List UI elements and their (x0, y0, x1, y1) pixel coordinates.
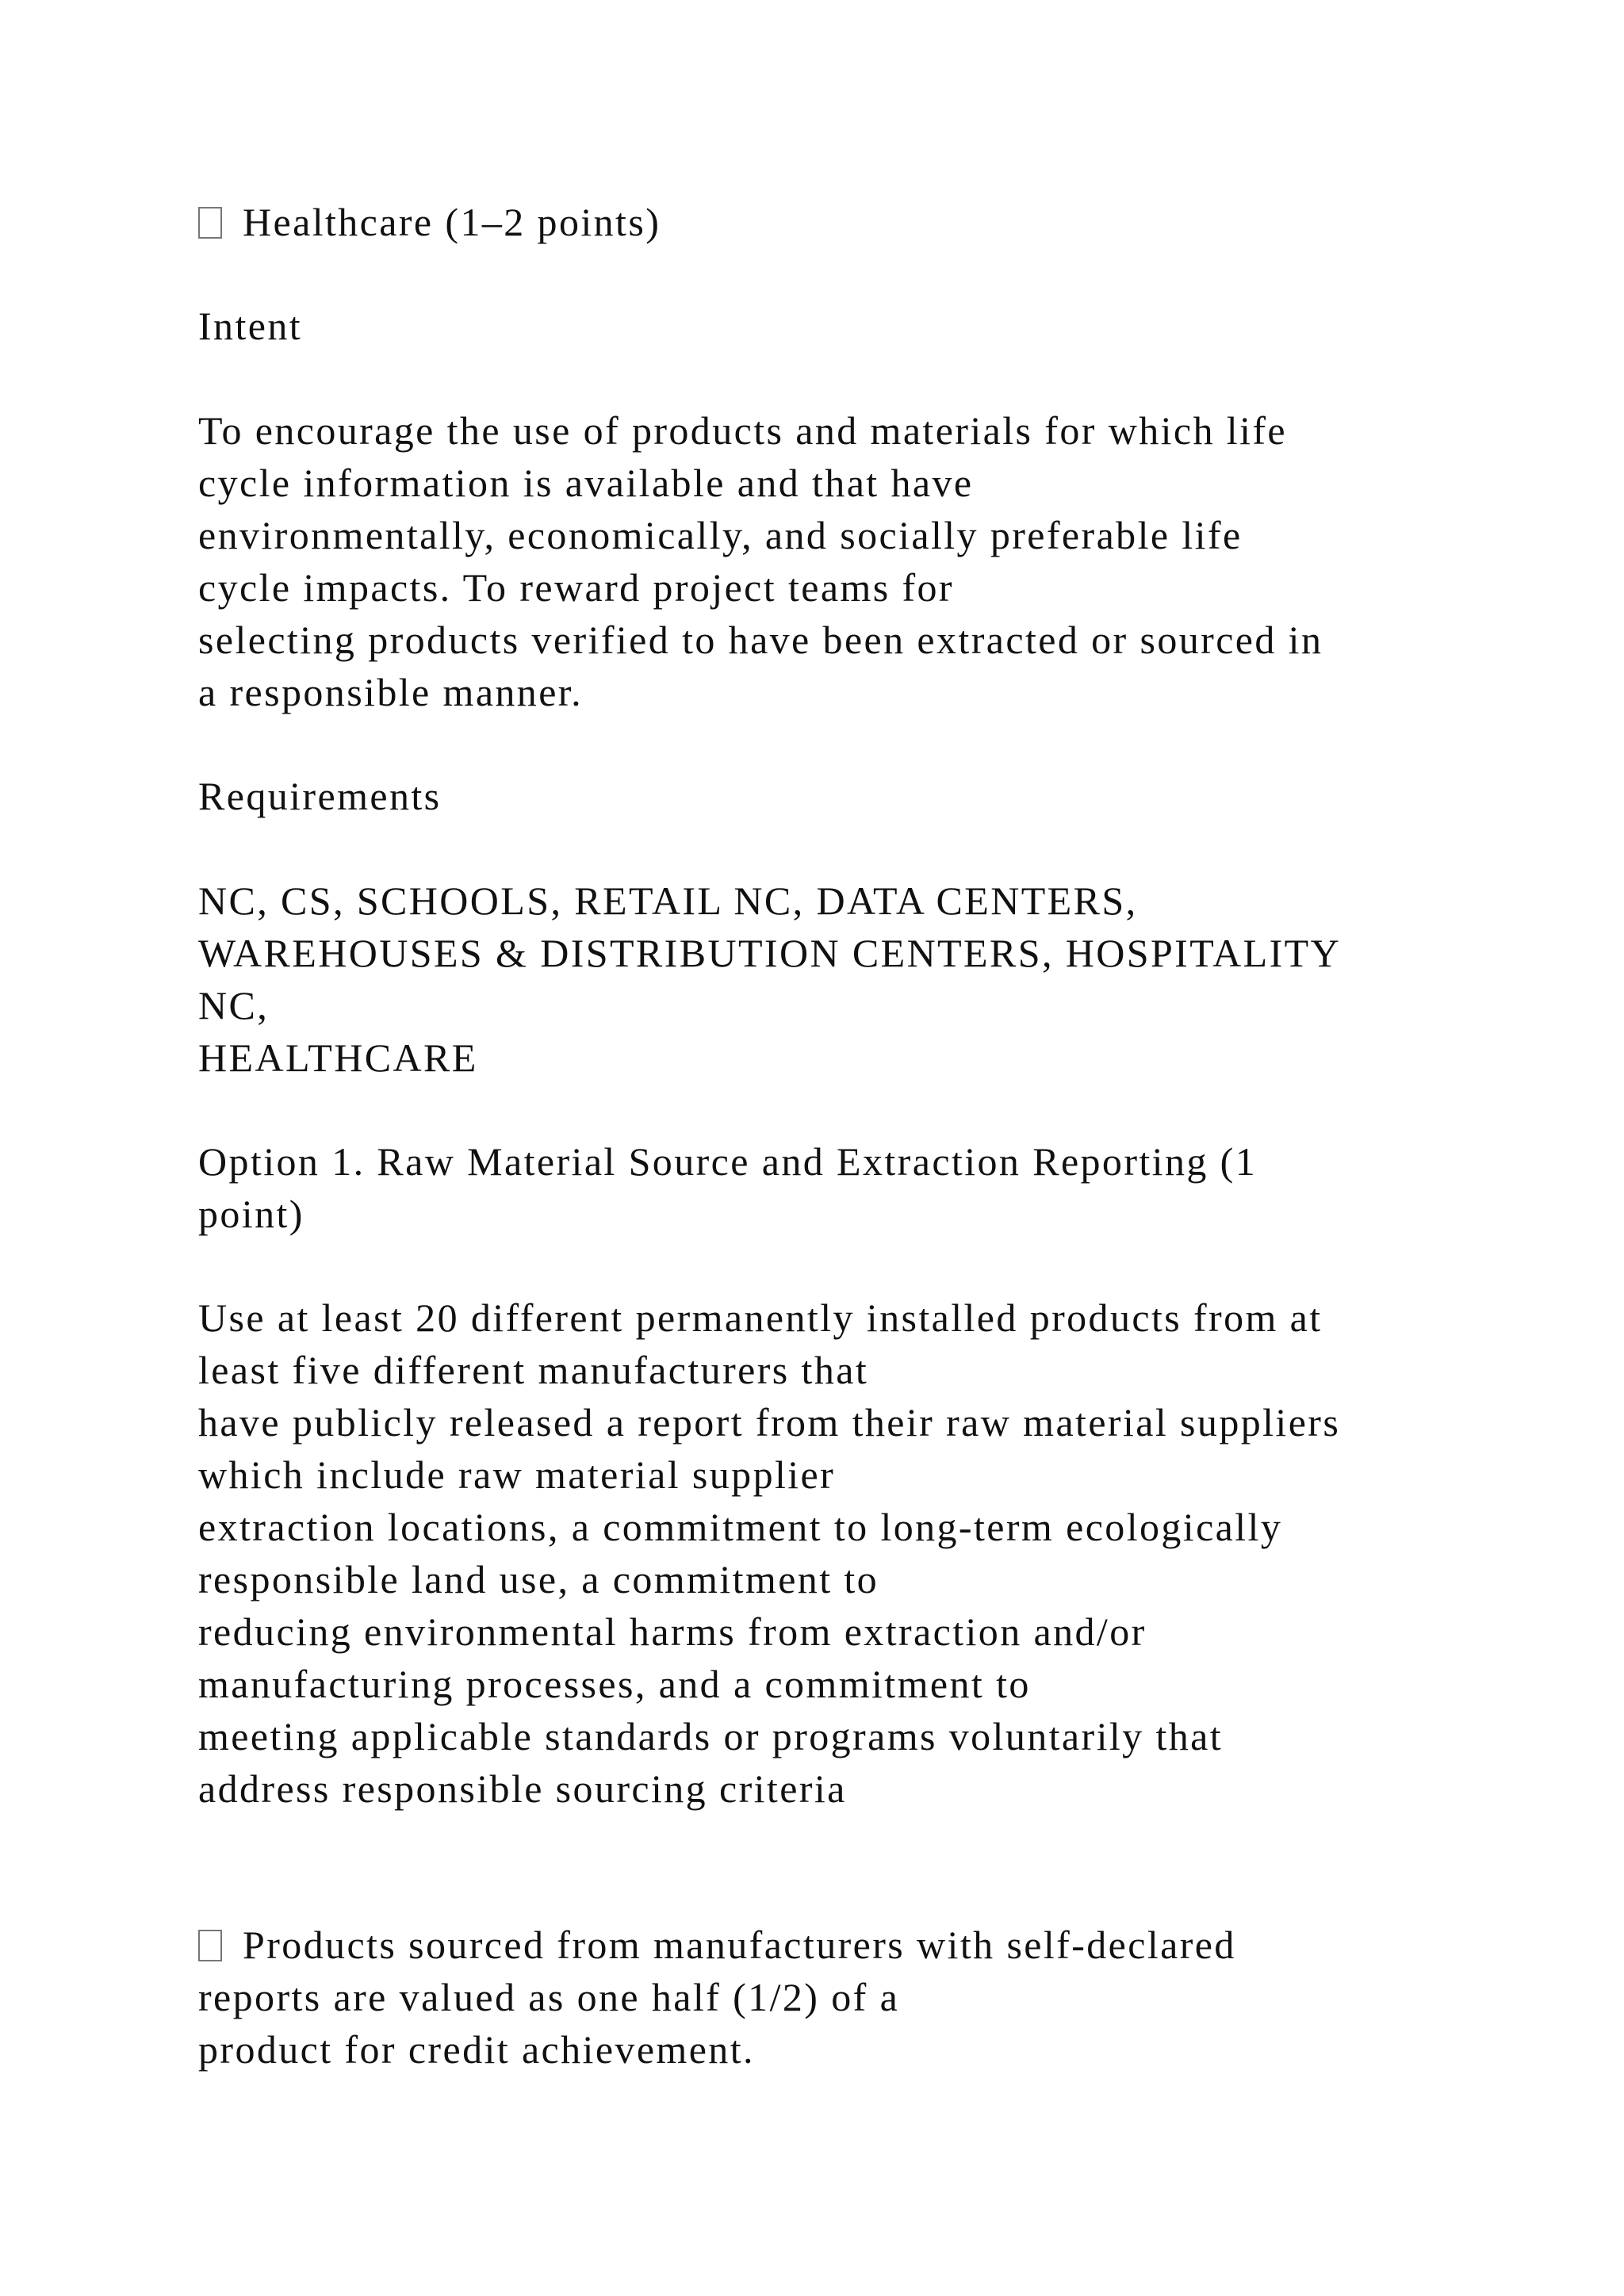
option-body-line: manufacturing processes, and a commitment to (198, 1662, 1031, 1706)
option-title-line: point) (198, 1192, 304, 1236)
option-title-line: Option 1. Raw Material Source and Extraction Reporting (1 (198, 1139, 1258, 1184)
intent-line: environmentally, economically, and socially preferable life (198, 513, 1243, 557)
note-line (198, 1919, 1236, 1971)
option-body-line: extraction locations, a commitment to long-term ecologically (198, 1505, 1283, 1549)
heading-text: Healthcare (1–2 points) (243, 200, 661, 244)
requirements-heading: Requirements (198, 774, 442, 818)
intent-line: To encourage the use of products and materials for which life (198, 408, 1288, 453)
note-line: reports are valued as one half (1/2) of a (198, 1975, 900, 2019)
note-text: Products sourced from manufacturers with self-declared (243, 1923, 1236, 1967)
option-body-line: address responsible sourcing criteria (198, 1766, 847, 1811)
intent-line: cycle information is available and that have (198, 461, 974, 505)
option-body-line: have publicly released a report from their raw material suppliers (198, 1400, 1341, 1445)
note-line: product for credit achievement. (198, 2027, 755, 2072)
option-body-line: Use at least 20 different permanently installed products from at (198, 1295, 1323, 1340)
requirements-line: HEALTHCARE (198, 1035, 478, 1080)
missing-glyph-icon (198, 1930, 222, 1961)
option-body-line: responsible land use, a commitment to (198, 1557, 879, 1601)
intent-line: selecting products verified to have been extracted or sourced in (198, 618, 1323, 662)
requirements-line: WAREHOUSES & DISTRIBUTION CENTERS, HOSPITALITY (198, 931, 1342, 975)
intent-heading: Intent (198, 304, 303, 348)
option-body-line: which include raw material supplier (198, 1452, 836, 1497)
missing-glyph-icon (198, 207, 222, 239)
intent-line: cycle impacts. To reward project teams for (198, 565, 954, 610)
option-body-line: least five different manufacturers that (198, 1348, 869, 1392)
intent-line: a responsible manner. (198, 670, 583, 714)
requirements-line: NC, (198, 983, 270, 1027)
option-body-line: reducing environmental harms from extraction and/or (198, 1609, 1147, 1654)
requirements-line: NC, CS, SCHOOLS, RETAIL NC, DATA CENTERS, (198, 878, 1138, 923)
option-body-line: meeting applicable standards or programs voluntarily that (198, 1714, 1224, 1758)
heading-line (198, 196, 661, 248)
